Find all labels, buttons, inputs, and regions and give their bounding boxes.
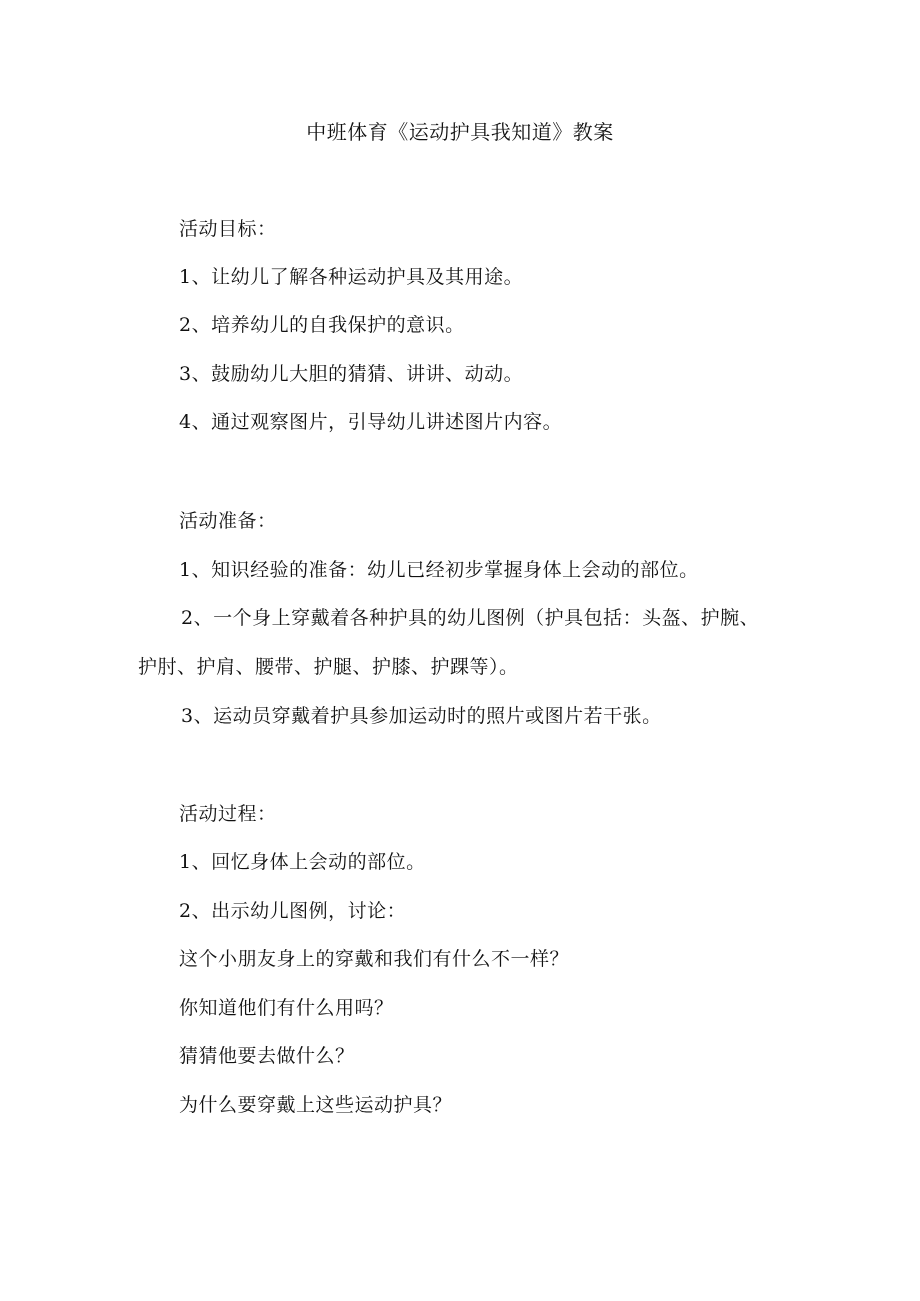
goal-item: 1、让幼儿了解各种运动护具及其用途。	[179, 266, 524, 288]
preparation-item: 1、知识经验的准备：幼儿已经初步掌握身体上会动的部位。	[179, 559, 699, 581]
section-heading-process: 活动过程：	[179, 803, 277, 825]
section-heading-goals: 活动目标：	[179, 218, 277, 240]
process-question: 这个小朋友身上的穿戴和我们有什么不一样？	[179, 948, 570, 970]
preparation-item-continued: 护肘、护肩、腰带、护腿、护膝、护踝等）。	[138, 656, 519, 678]
preparation-item: 2、一个身上穿戴着各种护具的幼儿图例（护具包括：头盔、护腕、	[181, 607, 760, 629]
process-question: 你知道他们有什么用吗？	[179, 997, 394, 1019]
process-question: 猜猜他要去做什么？	[179, 1045, 355, 1067]
goal-item: 4、通过观察图片，引导幼儿讲述图片内容。	[179, 411, 563, 433]
process-item: 2、出示幼儿图例，讨论：	[179, 900, 407, 922]
goal-item: 3、鼓励幼儿大胆的猜猜、讲讲、动动。	[179, 363, 524, 385]
process-item: 1、回忆身体上会动的部位。	[179, 851, 426, 873]
preparation-item: 3、运动员穿戴着护具参加运动时的照片或图片若干张。	[181, 705, 662, 727]
document-title: 中班体育《运动护具我知道》教案	[306, 120, 614, 144]
section-heading-preparation: 活动准备：	[179, 510, 277, 532]
goal-item: 2、培养幼儿的自我保护的意识。	[179, 314, 465, 336]
process-question: 为什么要穿戴上这些运动护具？	[179, 1094, 453, 1116]
